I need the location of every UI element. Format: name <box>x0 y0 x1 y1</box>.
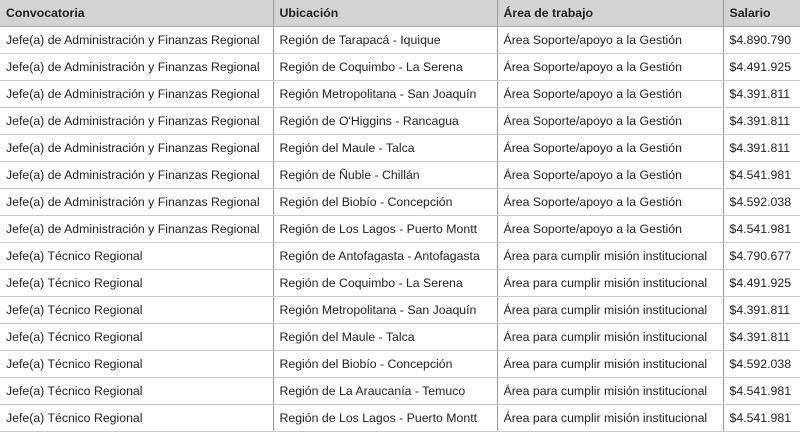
cell-salario: $4.592.038 <box>723 189 800 216</box>
cell-convocatoria: Jefe(a) de Administración y Finanzas Regional <box>0 189 273 216</box>
table-row <box>0 270 800 297</box>
cell-convocatoria: Jefe(a) de Administración y Finanzas Regional <box>0 27 273 54</box>
cell-ubicacion: Región de Coquimbo - La Serena <box>273 54 497 81</box>
cell-convocatoria: Jefe(a) de Administración y Finanzas Regional <box>0 162 273 189</box>
cell-convocatoria: Jefe(a) Técnico Regional <box>0 270 273 297</box>
table-row <box>0 378 800 405</box>
cell-ubicacion: Región de Coquimbo - La Serena <box>273 270 497 297</box>
cell-ubicacion: Región de Tarapacá - Iquique <box>273 27 497 54</box>
cell-ubicacion: Región Metropolitana - San Joaquín <box>273 297 497 324</box>
cell-convocatoria: Jefe(a) Técnico Regional <box>0 324 273 351</box>
cell-area-de-trabajo: Área para cumplir misión institucional <box>497 270 723 297</box>
table-row <box>0 162 800 189</box>
cell-ubicacion: Región del Maule - Talca <box>273 135 497 162</box>
header-area-de-trabajo: Área de trabajo <box>497 0 723 27</box>
cell-convocatoria: Jefe(a) de Administración y Finanzas Regional <box>0 81 273 108</box>
cell-area-de-trabajo: Área Soporte/apoyo a la Gestión <box>497 108 723 135</box>
cell-ubicacion: Región del Biobío - Concepción <box>273 351 497 378</box>
cell-convocatoria: Jefe(a) de Administración y Finanzas Regional <box>0 108 273 135</box>
cell-area-de-trabajo: Área Soporte/apoyo a la Gestión <box>497 135 723 162</box>
table-row <box>0 243 800 270</box>
cell-convocatoria: Jefe(a) Técnico Regional <box>0 243 273 270</box>
table-row <box>0 216 800 243</box>
cell-area-de-trabajo: Área para cumplir misión institucional <box>497 243 723 270</box>
header-row <box>0 0 800 27</box>
cell-ubicacion: Región de Antofagasta - Antofagasta <box>273 243 497 270</box>
header-salario: Salario <box>723 0 800 27</box>
table-row <box>0 27 800 54</box>
table-row <box>0 405 800 432</box>
cell-area-de-trabajo: Área Soporte/apoyo a la Gestión <box>497 216 723 243</box>
cell-salario: $4.790.677 <box>723 243 800 270</box>
cell-convocatoria: Jefe(a) de Administración y Finanzas Regional <box>0 135 273 162</box>
cell-area-de-trabajo: Área para cumplir misión institucional <box>497 297 723 324</box>
table-row <box>0 54 800 81</box>
cell-area-de-trabajo: Área para cumplir misión institucional <box>497 378 723 405</box>
cell-ubicacion: Región de La Araucanía - Temuco <box>273 378 497 405</box>
cell-salario: $4.541.981 <box>723 405 800 432</box>
table-row <box>0 324 800 351</box>
table-row <box>0 189 800 216</box>
cell-salario: $4.541.981 <box>723 378 800 405</box>
table-body <box>0 27 800 432</box>
cell-convocatoria: Jefe(a) de Administración y Finanzas Regional <box>0 54 273 81</box>
cell-area-de-trabajo: Área Soporte/apoyo a la Gestión <box>497 54 723 81</box>
cell-area-de-trabajo: Área para cumplir misión institucional <box>497 351 723 378</box>
cell-salario: $4.391.811 <box>723 108 800 135</box>
cell-convocatoria: Jefe(a) Técnico Regional <box>0 378 273 405</box>
cell-ubicacion: Región de Ñuble - Chillán <box>273 162 497 189</box>
cell-ubicacion: Región del Maule - Talca <box>273 324 497 351</box>
cell-salario: $4.391.811 <box>723 297 800 324</box>
header-ubicacion: Ubicación <box>273 0 497 27</box>
header-convocatoria: Convocatoria <box>0 0 273 27</box>
cell-salario: $4.592.038 <box>723 351 800 378</box>
cell-convocatoria: Jefe(a) Técnico Regional <box>0 297 273 324</box>
cell-salario: $4.890.790 <box>723 27 800 54</box>
cell-area-de-trabajo: Área para cumplir misión institucional <box>497 324 723 351</box>
cell-ubicacion: Región de Los Lagos - Puerto Montt <box>273 405 497 432</box>
cell-salario: $4.391.811 <box>723 324 800 351</box>
table-row <box>0 108 800 135</box>
table-row <box>0 351 800 378</box>
cell-area-de-trabajo: Área para cumplir misión institucional <box>497 405 723 432</box>
cell-area-de-trabajo: Área Soporte/apoyo a la Gestión <box>497 162 723 189</box>
table-row <box>0 81 800 108</box>
cell-salario: $4.541.981 <box>723 216 800 243</box>
table-header <box>0 0 800 27</box>
cell-salario: $4.391.811 <box>723 135 800 162</box>
cell-convocatoria: Jefe(a) de Administración y Finanzas Regional <box>0 216 273 243</box>
cell-convocatoria: Jefe(a) Técnico Regional <box>0 405 273 432</box>
cell-salario: $4.541.981 <box>723 162 800 189</box>
table-row <box>0 297 800 324</box>
cell-ubicacion: Región de O'Higgins - Rancagua <box>273 108 497 135</box>
cell-salario: $4.391.811 <box>723 81 800 108</box>
cell-salario: $4.491.925 <box>723 270 800 297</box>
cell-ubicacion: Región de Los Lagos - Puerto Montt <box>273 216 497 243</box>
cell-area-de-trabajo: Área Soporte/apoyo a la Gestión <box>497 189 723 216</box>
cell-area-de-trabajo: Área Soporte/apoyo a la Gestión <box>497 27 723 54</box>
cell-salario: $4.491.925 <box>723 54 800 81</box>
cell-area-de-trabajo: Área Soporte/apoyo a la Gestión <box>497 81 723 108</box>
table-row <box>0 135 800 162</box>
cell-ubicacion: Región Metropolitana - San Joaquín <box>273 81 497 108</box>
cell-ubicacion: Región del Biobío - Concepción <box>273 189 497 216</box>
cell-convocatoria: Jefe(a) Técnico Regional <box>0 351 273 378</box>
